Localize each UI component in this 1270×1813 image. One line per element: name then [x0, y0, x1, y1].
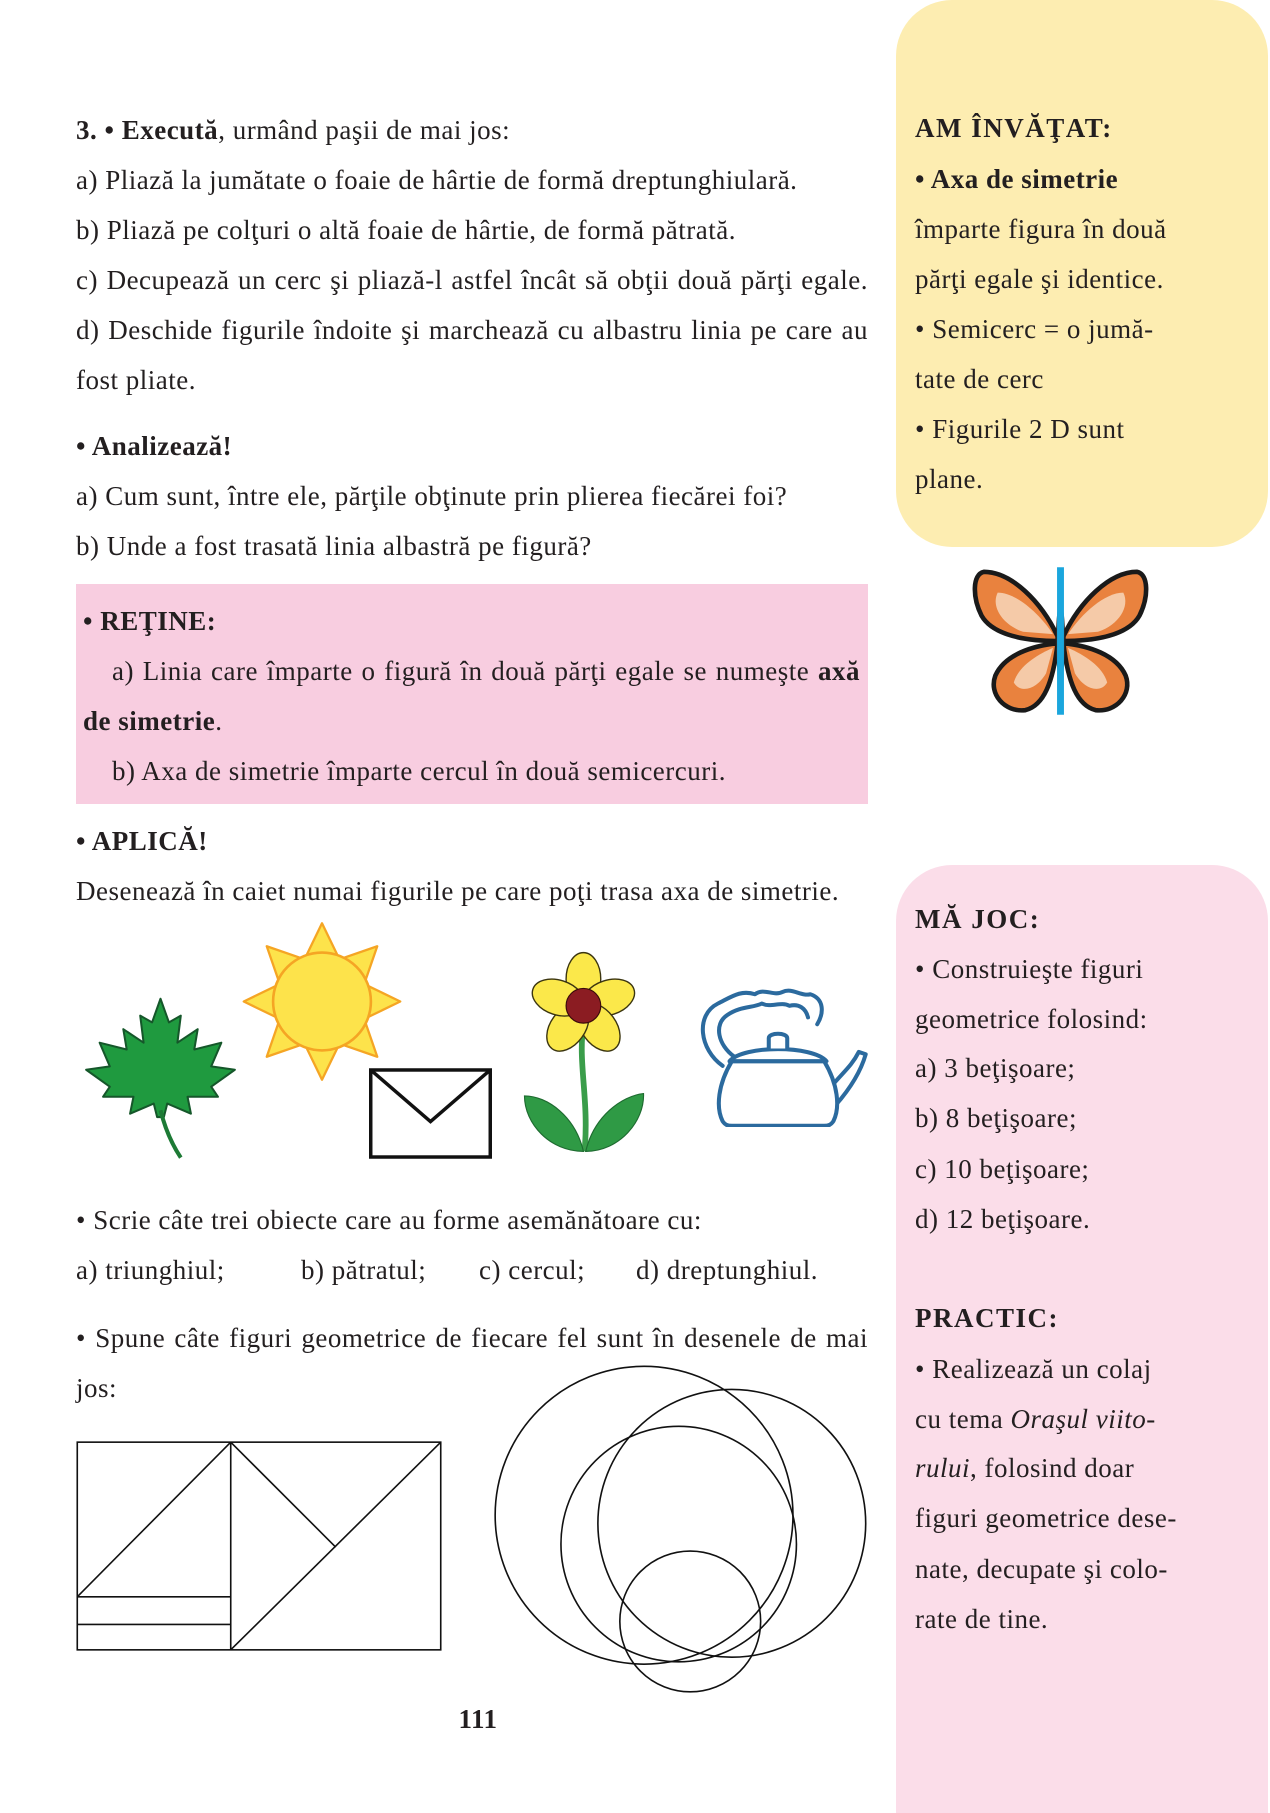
option-circle: c) cercul;: [479, 1255, 586, 1285]
maple-leaf-icon: [76, 992, 245, 1161]
exercise-intro-text: , urmând paşii de mai jos:: [218, 115, 511, 145]
practice-heading: PRACTIC:: [915, 1303, 1059, 1333]
step-d: d) Deschide figurile îndoite şi marchează cu albastru linia pe care au: [76, 315, 868, 345]
option-rectangle: d) dreptunghiul.: [636, 1255, 818, 1285]
sun-icon: [240, 920, 404, 1083]
analyze-question-a: a) Cum sunt, între ele, părţile obţinute prin plierea fiecărei foi?: [76, 481, 788, 511]
remember-heading: • REŢINE:: [83, 606, 217, 636]
learned-line: împarte figura în două: [915, 214, 1167, 244]
play-item: b) 8 beţişoare;: [915, 1103, 1077, 1133]
practice-line: [915, 1394, 1260, 1444]
exercise-3-intro: [76, 105, 868, 155]
step-c: c) Decupează un cerc şi pliază-l astfel încât să obţii două părţi egale.: [76, 265, 868, 295]
count-prompt: • Spune câte figuri geometrice de fiecare fel sunt în desenele de mai: [76, 1323, 868, 1353]
play-item: d) 12 beţişoare.: [915, 1204, 1091, 1234]
remember-box: [76, 584, 868, 804]
play-item: c) 10 beţişoare;: [915, 1154, 1090, 1184]
play-heading: MĂ JOC:: [915, 904, 1041, 934]
practice-prefix: cu tema: [915, 1404, 1011, 1434]
butterfly-right-wings: [1063, 572, 1146, 711]
play-item: a) 3 beţişoare;: [915, 1053, 1076, 1083]
analyze-question-b: b) Unde a fost trasată linia albastră pe figură?: [76, 531, 592, 561]
step-b: b) Pliază pe colţuri o altă foaie de hârtie, de formă pătrată.: [76, 215, 736, 245]
practice-line: rate de tine.: [915, 1604, 1049, 1634]
analyze-heading: • Analizează!: [76, 431, 233, 461]
learned-line: părţi egale şi identice.: [915, 264, 1164, 294]
flower-icon: [522, 948, 646, 1156]
step-a: a) Pliază la jumătate o foaie de hârtie de formă dreptunghiulară.: [76, 165, 798, 195]
learned-line: • Figurile 2 D sunt: [915, 414, 1125, 444]
learned-line: • Semicerc = o jumă-: [915, 314, 1154, 344]
butterfly-left-wings: [975, 572, 1058, 711]
circles-figure: [494, 1364, 868, 1693]
practice-line: nate, decupate şi colo-: [915, 1554, 1168, 1584]
practice-title-part2: rului: [915, 1453, 971, 1483]
apply-instruction: Desenează în caiet numai figurile pe care poţi trasa axa de simetrie.: [76, 876, 840, 906]
learned-line: plane.: [915, 464, 984, 494]
play-line: geometrice folosind:: [915, 1004, 1148, 1034]
count-prompt-continued: jos:: [76, 1373, 118, 1403]
learned-heading: AM ÎNVĂŢAT:: [915, 113, 1113, 143]
remember-line-a-continued: [83, 696, 222, 746]
practice-title-part1: Oraşul viito-: [1010, 1404, 1156, 1434]
remember-term-symmetry: de simetrie: [83, 706, 216, 736]
step-d-continued: fost pliate.: [76, 365, 196, 395]
remember-term-axis: axă: [818, 656, 860, 686]
exercise-label: 3. • Execută: [76, 115, 219, 145]
write-prompt: • Scrie câte trei obiecte care au forme asemănătoare cu:: [76, 1205, 702, 1235]
practice-line: • Realizează un colaj: [915, 1354, 1152, 1384]
apply-heading: • APLICĂ!: [76, 826, 208, 856]
remember-line-b: b) Axa de simetrie împarte cercul în două semicercuri.: [112, 756, 727, 786]
practice-suffix: , folosind doar: [970, 1453, 1135, 1483]
remember-line-a-text: a) Linia care împarte o figură în două părţi egale se numeşte: [112, 656, 818, 686]
play-line: • Construieşte figuri: [915, 954, 1144, 984]
learned-line: tate de cerc: [915, 364, 1044, 394]
play-box: [896, 865, 1268, 1813]
learned-box: [896, 0, 1268, 547]
option-square: b) pătratul;: [301, 1255, 427, 1285]
option-triangle: a) triunghiul;: [76, 1255, 225, 1285]
envelope-icon: [369, 1068, 492, 1159]
learned-term: • Axa de simetrie: [915, 164, 1119, 194]
practice-line: [915, 1443, 1260, 1493]
rectangles-triangles-figure: [76, 1441, 442, 1651]
remember-line-a: [112, 646, 860, 696]
page-number: 111: [458, 1704, 498, 1734]
butterfly-icon: [970, 567, 1151, 715]
practice-line: figuri geometrice dese-: [915, 1503, 1177, 1533]
remember-term-end: .: [215, 706, 223, 736]
kettle-icon: [688, 985, 868, 1127]
